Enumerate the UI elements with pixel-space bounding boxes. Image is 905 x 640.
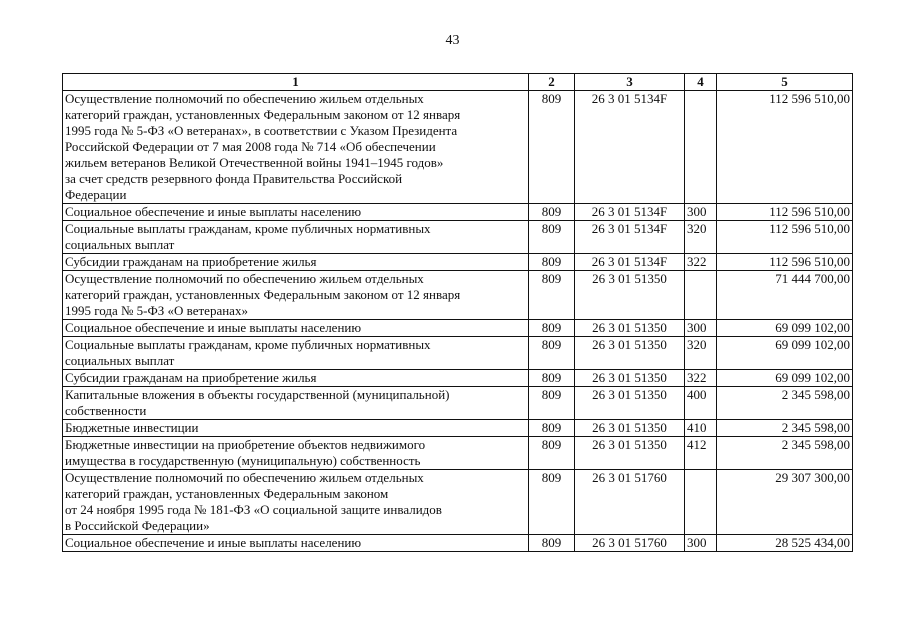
- table-header-row: [63, 74, 853, 91]
- row-amount: 112 596 510,00: [717, 204, 853, 221]
- row-amount: 28 525 434,00: [717, 535, 853, 552]
- budget-table: [62, 73, 853, 552]
- row-target-article: 26 3 01 51760: [575, 470, 685, 535]
- row-amount: 112 596 510,00: [717, 91, 853, 204]
- row-name: Капитальные вложения в объекты государственной (муниципальной) собственности: [63, 387, 529, 420]
- row-name: Субсидии гражданам на приобретение жилья: [63, 254, 529, 271]
- row-amount: 2 345 598,00: [717, 387, 853, 420]
- row-target-article: 26 3 01 51350: [575, 370, 685, 387]
- row-target-article: 26 3 01 5134F: [575, 91, 685, 204]
- row-expense-type: 400: [685, 387, 717, 420]
- table-row: [63, 91, 853, 204]
- row-ministry-code: 809: [529, 204, 575, 221]
- row-name: Осуществление полномочий по обеспечению жильем отдельных категорий граждан, установленных Федеральным законом от 12 января 1995 года № 5-ФЗ «О ветеранах»: [63, 271, 529, 320]
- row-ministry-code: 809: [529, 221, 575, 254]
- row-ministry-code: 809: [529, 387, 575, 420]
- row-ministry-code: 809: [529, 320, 575, 337]
- row-expense-type: 412: [685, 437, 717, 470]
- row-ministry-code: 809: [529, 470, 575, 535]
- row-name: Социальные выплаты гражданам, кроме публичных нормативных социальных выплат: [63, 337, 529, 370]
- row-target-article: 26 3 01 51350: [575, 320, 685, 337]
- table-row: [63, 470, 853, 535]
- row-amount: 69 099 102,00: [717, 370, 853, 387]
- header-col-1: 1: [63, 74, 529, 91]
- row-ministry-code: 809: [529, 370, 575, 387]
- row-amount: 71 444 700,00: [717, 271, 853, 320]
- row-name: Социальное обеспечение и иные выплаты населению: [63, 535, 529, 552]
- row-target-article: 26 3 01 51350: [575, 387, 685, 420]
- table-row: [63, 420, 853, 437]
- row-expense-type: 322: [685, 254, 717, 271]
- row-target-article: 26 3 01 51350: [575, 437, 685, 470]
- header-col-2: 2: [529, 74, 575, 91]
- row-name: Субсидии гражданам на приобретение жилья: [63, 370, 529, 387]
- header-col-5: 5: [717, 74, 853, 91]
- row-expense-type: 300: [685, 535, 717, 552]
- row-name: Социальное обеспечение и иные выплаты населению: [63, 320, 529, 337]
- row-ministry-code: 809: [529, 91, 575, 204]
- row-target-article: 26 3 01 51350: [575, 271, 685, 320]
- table-body: [63, 91, 853, 552]
- table-row: [63, 337, 853, 370]
- row-ministry-code: 809: [529, 437, 575, 470]
- row-name: Бюджетные инвестиции на приобретение объектов недвижимого имущества в государственную (муниципальную) собственность: [63, 437, 529, 470]
- row-ministry-code: 809: [529, 271, 575, 320]
- row-expense-type: [685, 91, 717, 204]
- row-amount: 2 345 598,00: [717, 437, 853, 470]
- row-expense-type: 320: [685, 221, 717, 254]
- page-number: 43: [445, 33, 460, 48]
- row-expense-type: 322: [685, 370, 717, 387]
- row-expense-type: 410: [685, 420, 717, 437]
- table-row: [63, 370, 853, 387]
- header-col-4: 4: [685, 74, 717, 91]
- row-target-article: 26 3 01 51350: [575, 420, 685, 437]
- row-target-article: 26 3 01 5134F: [575, 221, 685, 254]
- table-row: [63, 535, 853, 552]
- row-expense-type: 300: [685, 204, 717, 221]
- row-target-article: 26 3 01 51760: [575, 535, 685, 552]
- row-amount: 29 307 300,00: [717, 470, 853, 535]
- row-amount: 112 596 510,00: [717, 221, 853, 254]
- row-target-article: 26 3 01 5134F: [575, 204, 685, 221]
- row-ministry-code: 809: [529, 337, 575, 370]
- row-expense-type: 320: [685, 337, 717, 370]
- table-row: [63, 271, 853, 320]
- row-name: Социальные выплаты гражданам, кроме публичных нормативных социальных выплат: [63, 221, 529, 254]
- row-name: Осуществление полномочий по обеспечению жильем отдельных категорий граждан, установленных Федеральным законом от 24 ноября 1995 года № 181-ФЗ «О социальной защите инвалидов в Российской Федерации»: [63, 470, 529, 535]
- row-name: Социальное обеспечение и иные выплаты населению: [63, 204, 529, 221]
- table-row: [63, 387, 853, 420]
- row-expense-type: [685, 470, 717, 535]
- table-row: [63, 437, 853, 470]
- row-ministry-code: 809: [529, 254, 575, 271]
- row-amount: 112 596 510,00: [717, 254, 853, 271]
- header-col-3: 3: [575, 74, 685, 91]
- row-ministry-code: 809: [529, 420, 575, 437]
- table-row: [63, 320, 853, 337]
- row-amount: 69 099 102,00: [717, 337, 853, 370]
- row-expense-type: 300: [685, 320, 717, 337]
- row-name: Бюджетные инвестиции: [63, 420, 529, 437]
- row-ministry-code: 809: [529, 535, 575, 552]
- table-row: [63, 254, 853, 271]
- row-name: Осуществление полномочий по обеспечению жильем отдельных категорий граждан, установленных Федеральным законом от 12 января 1995 года № 5-ФЗ «О ветеранах», в соответствии с Указом Президента Российской Федерации от 7 мая 2008 года № 714 «Об обеспечении жильем ветеранов Великой Отечественной войны 1941–1945 годов» за счет средств резервного фонда Правительства Российской Федерации: [63, 91, 529, 204]
- row-expense-type: [685, 271, 717, 320]
- row-amount: 69 099 102,00: [717, 320, 853, 337]
- row-amount: 2 345 598,00: [717, 420, 853, 437]
- table-row: [63, 204, 853, 221]
- row-target-article: 26 3 01 5134F: [575, 254, 685, 271]
- table-row: [63, 221, 853, 254]
- row-target-article: 26 3 01 51350: [575, 337, 685, 370]
